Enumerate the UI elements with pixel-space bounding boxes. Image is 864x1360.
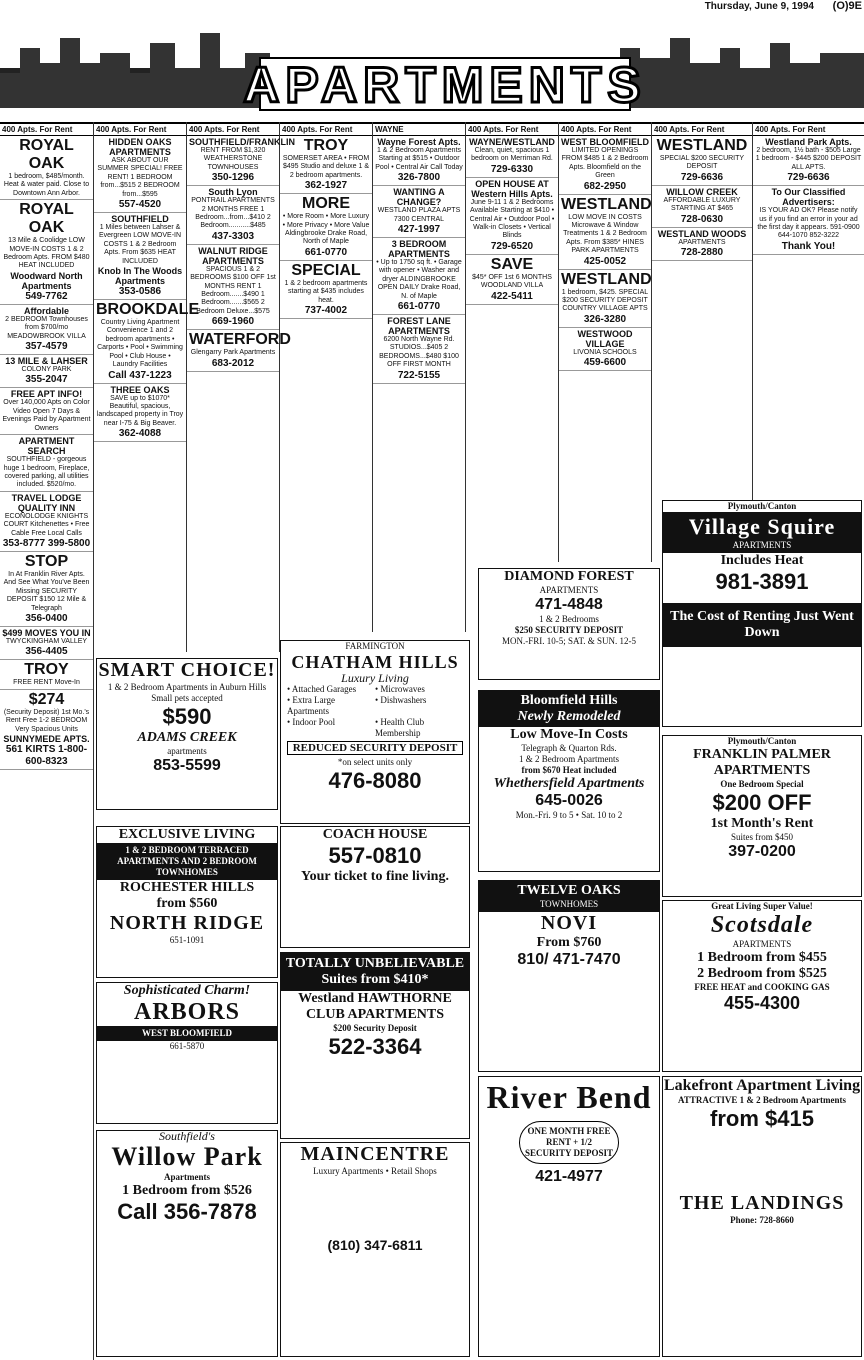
ad-heading: FOREST LANE APARTMENTS [387,316,451,337]
ad-body: COLONY PARK [21,366,72,374]
ad-name: Whethersfield Apartments [493,776,645,791]
ad-text: Suites from $410* [321,972,429,987]
ad-sub: Apartments [164,1172,210,1182]
col-head: 400 Apts. For Rent [187,122,279,136]
ad-pre: Plymouth/Canton [727,736,797,746]
column-5 [373,122,466,632]
ad-phone: 422-5411 [491,290,533,302]
ad-body: LIMITED OPENINGS FROM $485 1 & 2 Bedroom Apts. Bloomfield on the Green [561,147,649,180]
ad-body: (Security Deposit) 1st Mo.'s Rent Free 1-2 BEDROOM Very Spacious Units [3,708,90,733]
ad-heading: TROY [303,137,349,154]
classified-ad [652,186,752,228]
ad-body: ECONOLODGE KNIGHTS COURT Kitchenettes • Free Cable Free Local Calls [3,512,90,537]
ad-heading: TROY [24,661,69,679]
ad-body: RENT FROM $1,320 WEATHERSTONE TOWNHOUSES [200,147,266,171]
ad-body: LIVONIA SCHOOLS [573,348,637,356]
ad-body: LOW MOVE IN COSTS Microwave & Window Treatments 1 & 2 Bedroom Apts. From $385* HINES PARK APARTMENTS [563,213,647,255]
ad-name: ARBORS [133,999,241,1025]
ad-hours: MON.-FRI. 10-5; SAT. & SUN. 12-5 [501,636,637,646]
header-date: Thursday, June 9, 1994 [704,1,814,12]
ad-phone: 437-3303 [211,230,255,242]
column-6 [466,122,559,562]
ad-body: Country Living Apartment Convenience 1 and 2 bedroom apartments • Carports • Pool • Swimming Pool • Club House • Laundry Facilities [97,319,183,369]
ad-heading: To Our Classified Advertisers: [771,187,846,208]
column-2 [94,122,200,652]
ad-title: Willow Park [111,1142,263,1171]
ad-heading: Westland Park Apts. [765,137,852,147]
classified-ad [0,492,93,552]
ad-title: EXCLUSIVE LIVING [118,827,256,842]
ad-badge: ONE MONTH FREE RENT + 1/2 SECURITY DEPOSIT [519,1121,619,1164]
ad-price: from $415 [710,1106,814,1131]
ad-title: Sophisticated Charm! [123,983,251,998]
ad-name: NOVI [540,912,598,934]
ad-body: SOUTHFIELD - gorgeous huge 1 bedroom, Fireplace, covered parking, all utilities included. $520/mo. [3,456,90,489]
ad-heading: HIDDEN OAKS APARTMENTS [108,137,172,157]
ad-body: $45* OFF 1st 6 MONTHS WOODLAND VILLA [472,273,552,290]
classified-ad [466,178,558,255]
classified-ad [280,194,372,261]
classified-ad [94,136,186,213]
ad-heading: WEST BLOOMFIELD [561,137,649,147]
ad-body: Glengarry Park Apartments [190,349,276,357]
ad-village-squire [662,500,862,727]
ad-body: IS YOUR AD OK? Please notify us if you find an error in your ad the first day it appears. 591-0900 644-1070 852-3222 [757,207,860,240]
classified-ad [187,245,279,330]
ad-body: 13 Mile & Coolidge LOW MOVE-IN COSTS 1 & 2 Bedroom Apts. FROM $480 HEAT INCLUDED [3,237,90,270]
ad-hawthorne-club [280,952,470,1139]
classified-ad [466,136,558,178]
ad-tag: Your ticket to fine living. [301,869,449,884]
ad-text: One Bedroom Special [720,779,804,789]
ad-phone: 645-0026 [535,792,603,809]
ad-heading: WILLOW CREEK [666,186,738,197]
ad-heading: 3 BEDROOM APARTMENTS [388,239,450,260]
ad-heading: SPECIAL [291,261,361,279]
ad-title: Village Squire [688,514,836,539]
ad-phone: 362-4088 [118,428,162,440]
ad-phone: 810/ 471-7470 [517,951,621,968]
ad-body: APARTMENTS [678,238,726,246]
ad-phone: 549-7762 [25,290,68,302]
ad-pre: Southfield's [159,1129,215,1143]
ad-title: DIAMOND FOREST [504,569,634,584]
ad-phone: 557-0810 [328,843,422,868]
ad-arbors [96,982,278,1124]
ad-title: TWELVE OAKS [517,883,621,898]
ad-diamond-forest [478,568,660,680]
ad-title: MAINCENTRE [300,1143,450,1165]
col-head: 400 Apts. For Rent [753,122,864,136]
ad-heading: SOUTHFIELD [111,214,169,225]
ad-body: SPECIAL $200 SECURITY DEPOSIT [659,155,745,171]
classified-ad [187,330,291,371]
ad-special: $200 Security Deposit [333,1023,417,1033]
ad-phone: 522-3364 [328,1034,422,1059]
classified-ad [753,136,864,186]
feature: • Indoor Pool [287,717,336,727]
classified-ad [94,384,186,443]
ad-body: PONTRAIL APARTMENTS 2 MONTHS FREE 1 Bedroom...from...$410 2 Bedroom...........$485 [191,197,275,230]
ad-logo: NORTH RIDGE [109,912,265,934]
ad-smart-choice [96,658,278,810]
ad-text: Luxury Apartments • Retail Shops [313,1166,437,1176]
ad-body: • Up to 1750 sq ft. • Garage with opener • Washer and dryer ALDINGBROOKE OPEN DAILY Drake Road, N. of Maple [376,259,462,300]
ad-phone: 981-3891 [715,569,809,594]
column-7 [559,122,652,562]
ad-body: SAVE up to $1070* Beautiful, spacious, landscaped property in Troy near I-75 & Big Beaver. [96,394,184,427]
col-head: 400 Apts. For Rent [652,122,752,136]
ad-heading: ROYAL OAK [19,201,74,237]
ad-title: FRANKLIN PALMER APARTMENTS [693,747,831,778]
classified-ad [559,328,651,371]
ad-title: Scotsdale [710,912,814,938]
ad-body: 1 & 2 bedroom apartments starting at $435 includes heat. [284,279,368,304]
ad-heading: Wayne Forest Apts. [377,137,461,147]
header-page: (O)9E [832,0,862,12]
ad-pre: Plymouth/Canton [727,501,797,511]
col-head: 400 Apts. For Rent [94,122,186,136]
ad-phone: Thank You! [781,240,836,252]
ad-title: Bloomfield Hills [520,693,618,708]
ad-phone: 729-6636 [680,171,724,183]
ad-phone: 356-0400 [25,612,68,624]
ad-price: from $670 Heat included [521,765,617,775]
classified-ad [559,195,651,270]
classified-ad [94,300,200,383]
classified-ad [0,627,93,660]
ad-body: 2 BEDROOM Townhouses from $700/mo MEADOWBROOK VILLA [5,315,88,340]
ad-the-landings [662,1076,862,1357]
ad-heading: THREE OAKS [110,384,170,395]
column-8 [652,122,753,502]
ad-body: Clean, quiet, spacious 1 bedroom on Merriman Rd. [471,147,553,163]
ad-title: Lakefront Apartment Living [663,1077,861,1094]
ad-phone: 459-6600 [583,357,627,369]
ad-special: FREE HEAT and COOKING GAS [694,982,830,992]
ad-heading: South Lyon [208,187,258,198]
ad-hours: Mon.-Fri. 9 to 5 • Sat. 10 to 2 [515,810,623,820]
apartments-banner [0,18,864,118]
ad-text: 1 Bedroom from $526 [122,1183,252,1198]
ad-heading: ROYAL OAK [19,137,74,172]
ad-phone: 683-2012 [211,357,255,369]
ad-heading: WATERFORD [189,331,291,349]
feature: • Dishwashers [375,695,427,705]
ad-phone: 651-1091 [169,935,205,945]
ad-phone: 427-1997 [397,224,441,236]
feature: • Microwaves [375,684,425,694]
ad-text: 1 & 2 BEDROOM TERRACED APARTMENTS AND 2 BEDROOM TOWNHOMES [97,843,277,880]
ad-price: from $560 [156,896,218,911]
ad-franklin-palmer [662,735,862,897]
feature: • Health Club Membership [375,717,425,738]
ad-text: 1 & 2 Bedroom Apartments [519,754,619,764]
classified-ad [559,270,651,328]
ad-phone: 729-6636 [787,172,830,184]
ad-name: THE LANDINGS [679,1192,845,1214]
ad-heading: FREE APT INFO! [10,389,83,400]
ad-heading: WANTING A CHANGE? [393,187,445,208]
ad-sub: Luxury Living [341,671,409,685]
banner-title: APARTMENTS [243,57,647,113]
ad-scotsdale [662,900,862,1072]
ad-pre: FARMINGTON [345,641,405,651]
ad-heading: WESTLAND WOODS [657,228,747,239]
ad-heading: 13 MILE & LAHSER [5,356,88,367]
classified-ad [373,315,465,384]
ad-phone: 362-1927 [304,180,348,192]
feature: • Extra Large Apartments [287,695,335,716]
ad-phone: 397-0200 [728,843,796,860]
ad-phone: 326-7800 [397,172,441,184]
ad-heading: APARTMENT SEARCH [18,436,75,457]
ad-body: 1 Miles between Lahser & Evergreen LOW MOVE-IN COSTS 1 & 2 Bedroom Apts. From $635 HEAT INCLUDED [98,224,182,265]
ad-twelve-oaks [478,880,660,1072]
classified-ad [0,660,93,689]
ad-heading: BROOKDALE [96,301,200,319]
ad-name: ROCHESTER HILLS [119,880,255,895]
ad-title: COACH HOUSE [322,827,428,842]
classified-ad [753,186,864,255]
classified-ad [559,136,651,195]
column-3 [187,122,295,652]
ad-heading: $274 [28,690,65,708]
ad-body: In At Franklin River Apts. And See What You've Been Missing SECURITY DEPOSIT $150 12 Mile & Telegraph [3,570,90,612]
ad-heading: WESTWOOD VILLAGE [577,328,633,349]
ad-body: • More Room • More Luxury • More Privacy • More Value Aldingbrooke Drake Road, North of Maple [282,213,370,246]
classified-ad [94,213,186,300]
ad-heading: OPEN HOUSE AT Western Hills Apts. [471,178,553,199]
ad-phone: 728-0630 [680,213,724,225]
ad-price: $590 [162,704,212,729]
ad-heading: SAVE [490,255,534,273]
ad-heading: WESTLAND [561,195,652,213]
ad-phone: Phone: 728-8660 [730,1215,794,1225]
ad-phone: Call 356-7878 [117,1199,257,1224]
ad-phone: 729-6520 [490,240,534,252]
classified-ad [187,186,279,245]
col-head: 400 Apts. For Rent [466,122,558,136]
ad-river-bend [478,1076,660,1357]
ad-phone: 356-4405 [25,646,68,658]
classified-ad [0,200,93,305]
ad-willow-park [96,1130,278,1357]
ad-phone: 353-8777 399-5800 [2,537,91,549]
ad-name: Knob In The Woods Apartments [97,266,183,287]
ad-body: 1 & 2 Bedroom Apartments Starting at $515 • Outdoor Pool • Central Air Call Today [375,147,463,171]
ad-chatham-hills [280,640,470,824]
ad-body: June 9-11 1 & 2 Bedrooms Available Starting at $410 • Central Air • Outdoor Pool • Walk-in Closets • Vertical Blinds [469,198,555,240]
ad-text: 1 & 2 Bedrooms [539,614,599,624]
ad-heading: TRAVEL LODGE QUALITY INN [11,492,82,513]
ad-phone: 326-3280 [583,313,627,325]
classified-ad [373,186,465,238]
ad-phone: 421-4977 [535,1168,603,1185]
classified-ad [652,136,752,186]
ad-body: ASK ABOUT OUR SUMMER SPECIAL! FREE RENT! 1 BEDROOM from...$515 2 BEDROOM from...$595 [97,157,183,198]
ad-phone: 355-2047 [25,374,68,386]
ad-text: ATTRACTIVE 1 & 2 Bedroom Apartments [678,1095,846,1105]
ad-title: CHATHAM HILLS [291,652,459,672]
classified-ad [652,228,752,261]
ad-heading: SOUTHFIELD/FRANKLIN [189,137,295,147]
ad-body: 2 bedroom, 1½ bath - $505 Large 1 bedroom - $445 $200 DEPOSIT ALL APTS. [755,147,862,171]
ad-phone: 661-0770 [397,301,441,313]
ad-phone: 661-0770 [304,246,348,258]
ad-text: Includes Heat [720,553,804,568]
ad-heading: WESTLAND [561,270,652,288]
col-head: 400 Apts. For Rent [0,122,93,136]
classified-ad [280,136,372,194]
ad-sub: WEST BLOOMFIELD [97,1026,277,1041]
ad-sub: apartments [167,746,207,756]
ad-phone: 682-2950 [583,180,627,192]
ad-phone: 425-0052 [583,255,627,267]
ad-body: Over 140,000 Apts on Color Video Open 7 Days & Evenings Paid by Apartment Owners [2,399,91,432]
ad-title: TOTALLY UNBELIEVABLE [285,956,465,971]
ad-phone: 737-4002 [304,305,348,317]
classified-ad [373,238,465,315]
ad-heading: WAYNE/WESTLAND [469,137,555,147]
ad-text: Suites from $450 [731,832,793,842]
ad-body: WESTLAND PLAZA APTS 7300 CENTRAL [377,207,461,223]
ad-north-ridge [96,826,278,978]
classified-ad [0,305,93,355]
ad-sub: APARTMENTS [539,585,599,595]
ad-heading: WALNUT RIDGE APARTMENTS [198,245,268,266]
ad-tag: The Cost of Renting Just Went Down [663,603,861,647]
ad-text: Telegraph & Quarton Rds. [521,743,617,753]
classified-ad [0,435,93,492]
ad-phone: 661-5870 [169,1041,205,1051]
ad-body: 1 bedroom, $485/month. Heat & water paid. Close to Downtown Ann Arbor. [3,173,90,197]
col-head: 400 Apts. For Rent [280,122,372,136]
ad-bloomfield-hills [478,690,660,872]
classified-ad [0,690,93,770]
ad-phone: 353-0586 [118,286,162,298]
ad-price: From $760 [536,935,602,950]
ad-text: 1st Month's Rent [710,816,814,831]
ad-badge: $250 SECURITY DEPOSIT [514,625,624,635]
ad-maincentre [280,1142,470,1357]
classified-ad [0,355,93,388]
ad-name: Westland HAWTHORNE CLUB APARTMENTS [298,991,452,1022]
ad-text: 1 & 2 Bedroom Apartments in Auburn Hills Small pets accepted [107,682,267,703]
col-head: 400 Apts. For Rent [559,122,651,136]
ad-sub: APARTMENTS [732,939,792,949]
ad-phone: 561 KIRTS 1-800-600-8323 [5,744,88,767]
classified-ad [0,552,93,627]
ad-coach-house [280,826,470,948]
ad-phone: 557-4520 [118,199,162,211]
ad-body: SOMERSET AREA • FROM $495 Studio and deluxe 1 & 2 bedroom apartments. [282,155,370,179]
ad-note: *on select units only [337,757,413,767]
ad-phone: 722-5155 [397,369,441,381]
ad-phone: (810) 347-6811 [327,1237,423,1253]
ad-heading: WESTLAND [656,137,748,154]
ad-body: SPACIOUS 1 & 2 BEDROOMS $100 OFF 1st MONTHS RENT 1 Bedroom.......$490 1 Bedroom.......$565 2 Bedroom Deluxe...$575 [190,265,276,315]
ad-sub: TOWNHOMES [539,899,599,909]
ad-heading: STOP [24,552,69,570]
ad-body: 6200 North Wayne Rd. STUDIOS...$405 2 BEDROOMS...$480 $100 OFF FIRST MONTH [379,336,459,369]
feature: • Attached Garages [287,684,357,694]
ad-text: 1 Bedroom from $455 [697,950,827,965]
ad-features [281,684,469,739]
ad-title: SMART CHOICE! [98,659,276,681]
ad-phone: 729-6330 [490,163,534,175]
page-header [0,0,864,16]
ad-phone: 669-1960 [211,316,255,328]
ad-phone: 728-2880 [680,247,724,259]
classified-ad [0,136,93,200]
ad-phone: Call 437-1223 [108,369,172,381]
column-4 [280,122,373,632]
ad-phone: 350-1296 [211,172,255,184]
classified-ad [280,261,372,319]
ad-phone: 853-5599 [153,757,221,774]
ad-phone: 455-4300 [723,993,801,1013]
ad-heading: $499 MOVES YOU IN [2,627,91,638]
ad-heading: Affordable [24,305,69,316]
classified-ad [466,255,558,305]
ad-name: SUNNYMEDE APTS. [3,734,90,744]
ad-pre: Great Living Super Value! [711,901,813,911]
classified-ad [0,388,93,435]
ad-body: AFFORDABLE LUXURY STARTING AT $465 [663,196,741,213]
ad-title: River Bend [486,1079,652,1115]
ad-name: ADAMS CREEK [137,730,237,745]
column-1 [0,122,94,1360]
ad-text: Low Move-In Costs [510,727,628,742]
ad-body: FREE RENT Move-In [13,679,80,687]
ad-phone: 471-4848 [535,596,603,613]
ad-sub: APARTMENTS [732,540,792,550]
ad-body: 1 bedroom, $425. SPECIAL $200 SECURITY DEPOSIT COUNTRY VILLAGE APTS [561,288,649,313]
ad-price: $200 OFF [712,790,812,815]
ad-phone: 357-4579 [25,341,68,353]
column-9 [753,122,864,502]
ad-special: REDUCED SECURITY DEPOSIT [287,741,463,755]
classified-ad [187,136,295,186]
ad-name: Woodward North Apartments [10,270,83,291]
ad-text: 2 Bedroom from $525 [697,966,827,981]
col-head: WAYNE [373,122,465,136]
classified-ad [373,136,465,186]
ad-heading: MORE [302,195,350,213]
ad-sub: Newly Remodeled [517,709,621,724]
ad-phone: 476-8080 [328,768,422,793]
ad-body: TWYCKINGHAM VALLEY [5,637,88,645]
